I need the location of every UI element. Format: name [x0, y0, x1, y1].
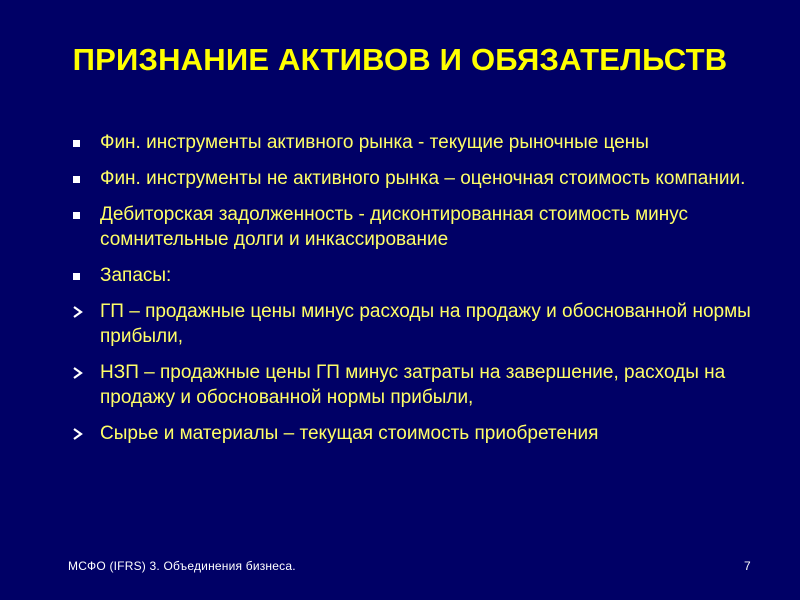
- square-bullet-icon: [73, 212, 80, 219]
- list-item-text: Дебиторская задолженность - дисконтированная стоимость минус сомнительные долги и инкассирование: [100, 204, 689, 250]
- list-item: [68, 360, 768, 410]
- list-item-text: Фин. инструменты не активного рынка – оценочная стоимость компании.: [100, 168, 746, 189]
- list-item: [68, 130, 768, 155]
- arrow-bullet-icon: [72, 366, 84, 380]
- list-item-text: Фин. инструменты активного рынка - текущие рыночные цены: [100, 132, 649, 153]
- list-item: [68, 166, 768, 191]
- list-item-text: Сырье и материалы – текущая стоимость приобретения: [100, 423, 599, 444]
- list-item: [68, 202, 768, 252]
- square-bullet-icon: [73, 140, 80, 147]
- list-item-text: ГП – продажные цены минус расходы на продажу и обоснованной нормы прибыли,: [100, 301, 751, 347]
- slide-title: ПРИЗНАНИЕ АКТИВОВ И ОБЯЗАТЕЛЬСТВ: [72, 42, 728, 77]
- square-bullet-icon: [73, 273, 80, 280]
- list-item: [68, 421, 768, 446]
- footer-source: МСФО (IFRS) 3. Объединения бизнеса.: [68, 559, 296, 573]
- arrow-bullet-icon: [72, 427, 84, 441]
- list-item: [68, 263, 768, 288]
- square-bullet-icon: [73, 176, 80, 183]
- list-item-text: Запасы:: [100, 265, 172, 286]
- list-item: [68, 299, 768, 349]
- page-number: 7: [744, 559, 751, 573]
- arrow-bullet-icon: [72, 305, 84, 319]
- list-item-text: НЗП – продажные цены ГП минус затраты на завершение, расходы на продажу и обоснованной нормы прибыли,: [100, 362, 726, 408]
- bullet-list: [68, 130, 768, 457]
